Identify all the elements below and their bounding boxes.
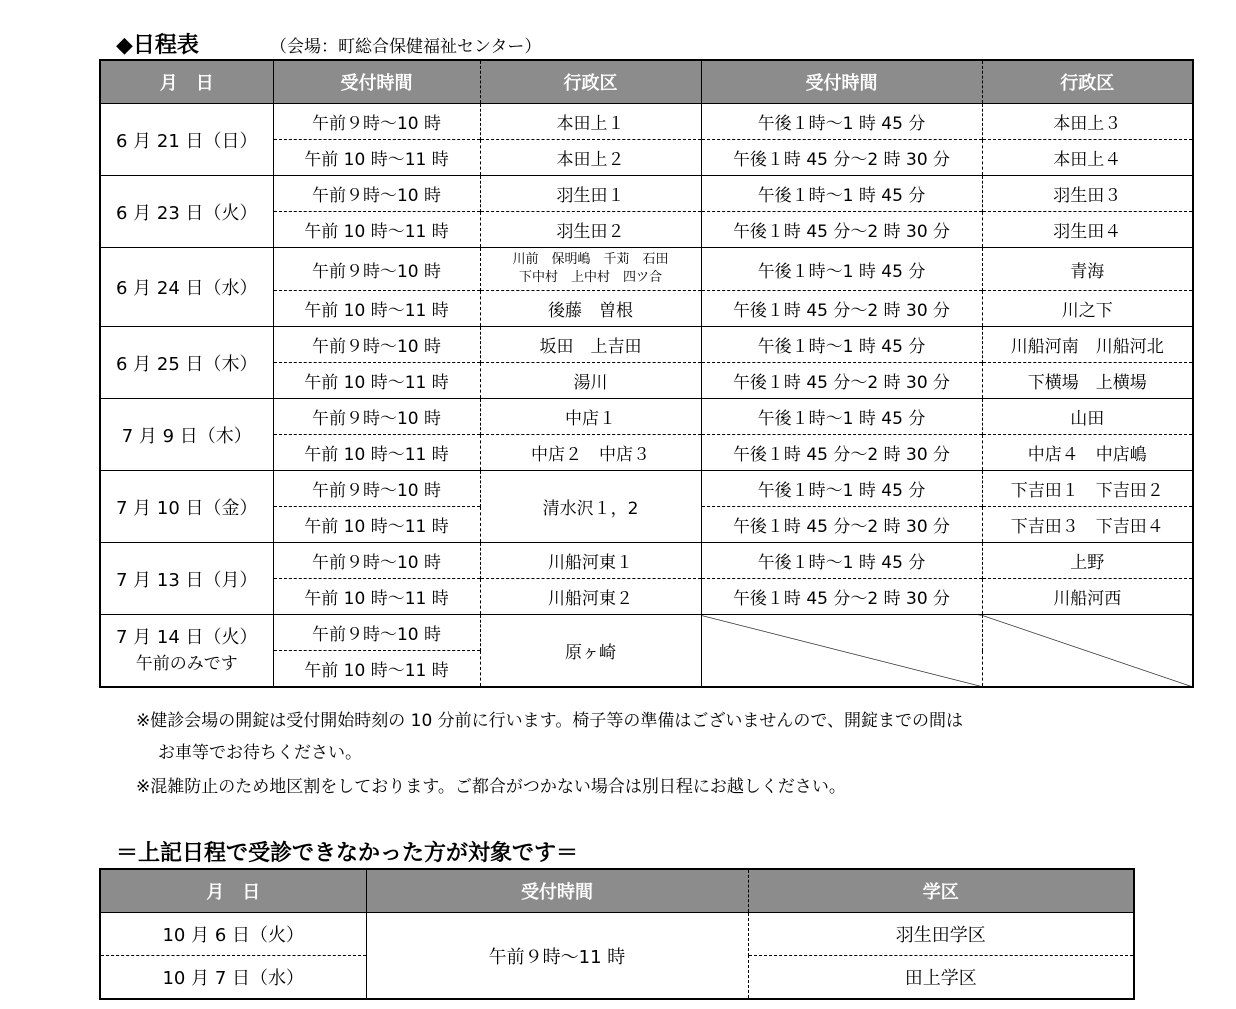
area-cell: 青海: [982, 248, 1193, 291]
header-time-pm: 受付時間: [701, 60, 982, 104]
area-cell: 川船河東１: [480, 543, 701, 579]
area-cell: 清水沢１，2: [480, 471, 701, 543]
header-date: 月 日: [100, 869, 366, 913]
area-cell: 原ヶ崎: [480, 615, 701, 688]
schedule-title: ◆日程表: [116, 33, 199, 58]
header-date: 月 日: [100, 60, 273, 104]
note-line: ※混雑防止のため地区割をしております。ご都合がつかない場合は別日程にお越しください。: [136, 777, 846, 797]
time-cell: 午前 10 時〜11 時: [273, 291, 480, 327]
area-cell: 川船河南 川船河北: [982, 327, 1193, 363]
date-cell: 10 月 7 日（水）: [100, 956, 366, 1000]
header-time: 受付時間: [366, 869, 748, 913]
morning-only-note: 午前のみです: [135, 653, 238, 674]
date-cell: 6 月 24 日（水）: [100, 248, 273, 327]
time-cell: 午後１時 45 分〜2 時 30 分: [701, 579, 982, 615]
date-cell: 10 月 6 日（火）: [100, 913, 366, 956]
time-cell: 午後１時〜1 時 45 分: [701, 543, 982, 579]
header-area-pm: 行政区: [982, 60, 1193, 104]
district-cell: 田上学区: [748, 956, 1134, 1000]
schedule-table: [99, 59, 1194, 688]
table-row: [100, 543, 1193, 579]
time-cell: 午後１時 45 分〜2 時 30 分: [701, 507, 982, 543]
time-cell: 午前 10 時〜11 時: [273, 140, 480, 176]
area-line: 下中村 上中村 四ツ合: [518, 270, 662, 285]
date-cell: 7 月 10 日（金）: [100, 471, 273, 543]
time-cell: 午前 10 時〜11 時: [273, 212, 480, 248]
time-cell: 午前 10 時〜11 時: [273, 363, 480, 399]
time-cell: 午後１時〜1 時 45 分: [701, 248, 982, 291]
time-cell: 午前９時〜11 時: [366, 913, 748, 1000]
venue-label: （会場：町総合保健福祉センター）: [270, 37, 542, 57]
area-cell: 本田上２: [480, 140, 701, 176]
makeup-schedule-table: [99, 868, 1135, 1000]
time-cell: 午後１時 45 分〜2 時 30 分: [701, 435, 982, 471]
area-cell: 川船河西: [982, 579, 1193, 615]
area-line: 川前 保明嶋 千苅 石田: [512, 252, 669, 267]
area-cell: 坂田 上吉田: [480, 327, 701, 363]
area-cell: 川之下: [982, 291, 1193, 327]
area-cell: 下吉田３ 下吉田４: [982, 507, 1193, 543]
area-cell: 本田上４: [982, 140, 1193, 176]
time-cell: 午後１時 45 分〜2 時 30 分: [701, 212, 982, 248]
time-cell: 午後１時〜1 時 45 分: [701, 176, 982, 212]
area-cell: 羽生田２: [480, 212, 701, 248]
time-cell: 午前９時〜10 時: [273, 248, 480, 291]
time-cell: 午前９時〜10 時: [273, 615, 480, 651]
table-row: [100, 471, 1193, 507]
time-cell: 午後１時 45 分〜2 時 30 分: [701, 291, 982, 327]
district-cell: 羽生田学区: [748, 913, 1134, 956]
area-cell: 下吉田１ 下吉田２: [982, 471, 1193, 507]
time-cell: 午前 10 時〜11 時: [273, 435, 480, 471]
date-cell: 6 月 25 日（木）: [100, 327, 273, 399]
table-header-row: [100, 869, 1134, 913]
time-cell: 午前９時〜10 時: [273, 327, 480, 363]
area-cell: 上野: [982, 543, 1193, 579]
table-row: [100, 615, 1193, 651]
table-row: [100, 104, 1193, 140]
area-cell: 本田上１: [480, 104, 701, 140]
date-cell: 7 月 9 日（木）: [100, 399, 273, 471]
area-cell: 下横場 上横場: [982, 363, 1193, 399]
date-cell: 6 月 23 日（火）: [100, 176, 273, 248]
time-cell: 午前９時〜10 時: [273, 543, 480, 579]
area-cell: 山田: [982, 399, 1193, 435]
time-cell: 午前９時〜10 時: [273, 104, 480, 140]
time-cell: 午前 10 時〜11 時: [273, 651, 480, 688]
date-cell: 7 月 13 日（月）: [100, 543, 273, 615]
note-line: ※健診会場の開錠は受付開始時刻の 10 分前に行います。椅子等の準備はございませんので、開錠までの間は: [136, 711, 963, 731]
time-cell: 午後１時〜1 時 45 分: [701, 327, 982, 363]
table-row: [100, 399, 1193, 435]
empty-diagonal-cell: [701, 615, 982, 688]
time-cell: 午前 10 時〜11 時: [273, 579, 480, 615]
header-area-am: 行政区: [480, 60, 701, 104]
date-cell: [100, 615, 273, 688]
table-row: [100, 913, 1134, 956]
area-cell: 中店２ 中店３: [480, 435, 701, 471]
area-cell: 川船河東２: [480, 579, 701, 615]
time-cell: 午前９時〜10 時: [273, 176, 480, 212]
time-cell: 午前 10 時〜11 時: [273, 507, 480, 543]
table-header-row: [100, 60, 1193, 104]
date-cell: 6 月 21 日（日）: [100, 104, 273, 176]
table-row: [100, 248, 1193, 291]
area-cell: 本田上３: [982, 104, 1193, 140]
time-cell: 午後１時 45 分〜2 時 30 分: [701, 140, 982, 176]
time-cell: 午後１時〜1 時 45 分: [701, 471, 982, 507]
time-cell: 午後１時〜1 時 45 分: [701, 104, 982, 140]
header-district: 学区: [748, 869, 1134, 913]
area-cell: 羽生田３: [982, 176, 1193, 212]
area-cell: 後藤 曽根: [480, 291, 701, 327]
area-cell: 中店１: [480, 399, 701, 435]
area-cell: 羽生田４: [982, 212, 1193, 248]
area-cell: 湯川: [480, 363, 701, 399]
time-cell: 午後１時〜1 時 45 分: [701, 399, 982, 435]
time-cell: 午後１時 45 分〜2 時 30 分: [701, 363, 982, 399]
time-cell: 午前９時〜10 時: [273, 399, 480, 435]
header-time-am: 受付時間: [273, 60, 480, 104]
note-line: お車等でお待ちください。: [158, 743, 362, 763]
date-text: 7 月 14 日（火）: [115, 626, 258, 648]
area-cell: 中店４ 中店嶋: [982, 435, 1193, 471]
empty-diagonal-cell: [982, 615, 1193, 688]
table-row: [100, 327, 1193, 363]
time-cell: 午前９時〜10 時: [273, 471, 480, 507]
area-cell-multiline: [480, 248, 701, 291]
area-cell: 羽生田１: [480, 176, 701, 212]
table-row: [100, 176, 1193, 212]
section2-title: ＝上記日程で受診できなかった方が対象です＝: [116, 841, 579, 866]
